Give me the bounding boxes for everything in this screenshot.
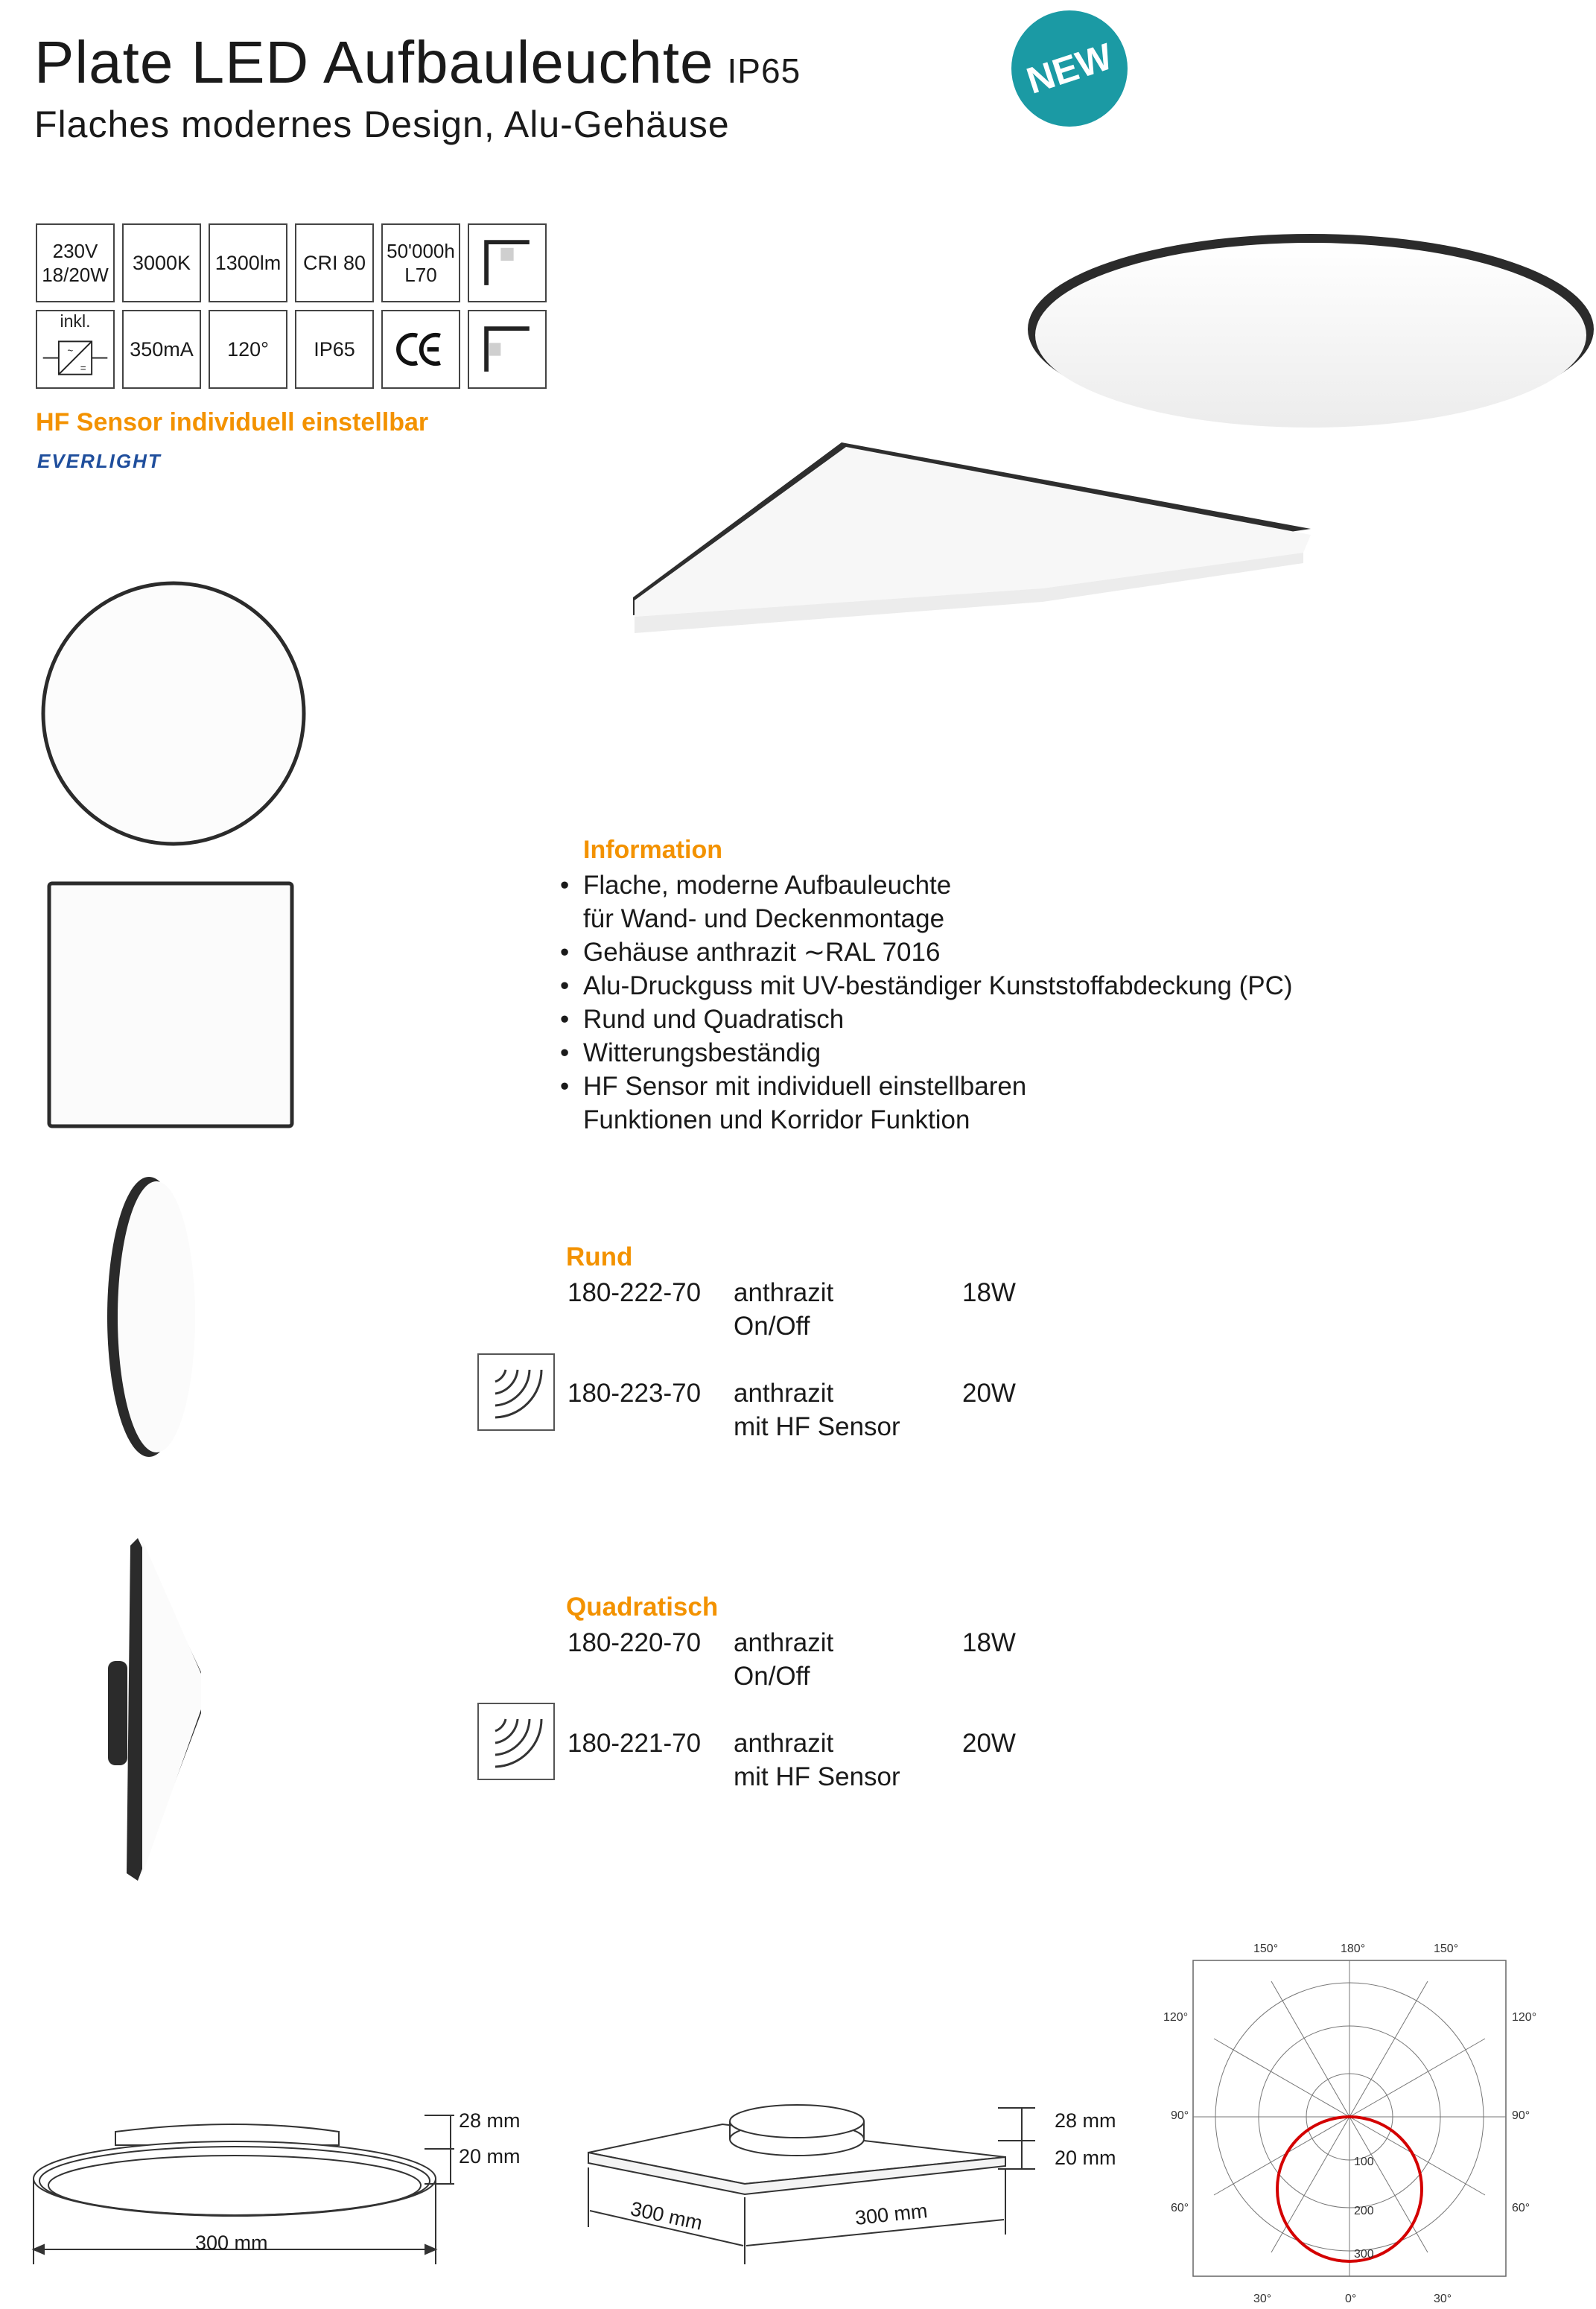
driver-included-label: inkl. xyxy=(60,311,91,331)
motion-sensor-icon xyxy=(477,1703,555,1780)
square-side-view-image xyxy=(93,1531,212,1888)
polar-label: 180° xyxy=(1341,1943,1366,1955)
article-variant: On/Off xyxy=(734,1662,810,1691)
spec-color-temperature: 3000K xyxy=(122,223,201,302)
polar-label: 60° xyxy=(1171,2202,1189,2214)
spec-luminous-flux: 1300lm xyxy=(209,223,287,302)
page-subtitle: Flaches modernes Design, Alu-Gehäuse xyxy=(34,104,730,145)
article-variant: mit HF Sensor xyxy=(734,1412,900,1441)
info-item: • Flache, moderne Aufbauleuchte xyxy=(560,868,1293,902)
square-dimension-drawing xyxy=(581,2086,1043,2279)
polar-label: 150° xyxy=(1253,1943,1279,1955)
article-variant: On/Off xyxy=(734,1312,810,1341)
page-title xyxy=(34,28,801,97)
round-front-view-image xyxy=(41,581,313,853)
wall-mount-icon xyxy=(468,310,547,389)
polar-label: 90° xyxy=(1171,2109,1189,2122)
info-item: • Rund und Quadratisch xyxy=(560,1003,1293,1036)
info-item: • Alu-Druckguss mit UV-beständiger Kunststoffabdeckung (PC) xyxy=(560,969,1293,1003)
article-code: 180-221-70 xyxy=(567,1729,702,1758)
article-color: anthrazit xyxy=(734,1278,834,1307)
article-power: 20W xyxy=(962,1729,1016,1758)
info-item: • Gehäuse anthrazit ∼RAL 7016 xyxy=(560,936,1293,969)
round-height-body: 20 mm xyxy=(459,2145,521,2167)
article-power: 18W xyxy=(962,1278,1016,1307)
new-badge-label: NEW xyxy=(1021,35,1118,102)
spec-cri: CRI 80 xyxy=(295,223,374,302)
article-power: 20W xyxy=(962,1379,1016,1408)
ce-mark-icon xyxy=(381,310,460,389)
article-color: anthrazit xyxy=(734,1379,834,1408)
square-height-body: 20 mm xyxy=(1055,2147,1116,2169)
polar-label: 120° xyxy=(1163,2011,1189,2024)
polar-label: 120° xyxy=(1512,2011,1537,2024)
polar-label: 60° xyxy=(1512,2202,1530,2214)
ceiling-mount-icon xyxy=(468,223,547,302)
info-item: Funktionen und Korridor Funktion xyxy=(583,1105,970,1134)
new-badge xyxy=(1011,10,1128,127)
polar-label: 150° xyxy=(1434,1943,1459,1955)
square-width: 300 mm xyxy=(853,2199,929,2230)
polar-ring-label: 100 xyxy=(1354,2156,1374,2168)
round-width: 300 mm xyxy=(195,2232,268,2254)
motion-sensor-icon xyxy=(477,1353,555,1431)
spec-voltage-power: 230V 18/20W xyxy=(36,223,115,302)
polar-label: 90° xyxy=(1512,2109,1530,2122)
information-list xyxy=(560,868,1293,1137)
svg-text:~: ~ xyxy=(67,345,74,357)
rund-heading: Rund xyxy=(566,1242,633,1271)
polar-label: 0° xyxy=(1345,2293,1357,2305)
svg-text:=: = xyxy=(80,362,86,374)
light-distribution-diagram xyxy=(1192,1959,1519,2287)
quadratisch-heading: Quadratisch xyxy=(566,1592,719,1622)
spec-beam-angle: 120° xyxy=(209,310,287,389)
article-code: 180-222-70 xyxy=(567,1278,702,1307)
article-color: anthrazit xyxy=(734,1729,834,1758)
square-luminaire-image xyxy=(626,432,1333,648)
spec-lifetime: 50'000h L70 xyxy=(381,223,460,302)
article-color: anthrazit xyxy=(734,1628,834,1657)
info-item: • Witterungsbeständig xyxy=(560,1036,1293,1070)
polar-ring-label: 300 xyxy=(1354,2248,1374,2261)
round-side-view-image xyxy=(82,1169,201,1467)
info-item: • HF Sensor mit individuell einstellbaren xyxy=(560,1070,1293,1103)
info-item: für Wand- und Deckenmontage xyxy=(583,904,945,933)
spec-ip-rating: IP65 xyxy=(295,310,374,389)
square-depth: 300 mm xyxy=(629,2197,705,2235)
polar-label: 30° xyxy=(1434,2293,1452,2305)
sensor-note: HF Sensor individuell einstellbar xyxy=(36,408,429,436)
title-text: Plate LED Aufbauleuchte xyxy=(34,29,714,95)
polar-label: 30° xyxy=(1253,2293,1272,2305)
article-code: 180-220-70 xyxy=(567,1628,702,1657)
title-ip-rating: IP65 xyxy=(727,51,801,90)
article-code: 180-223-70 xyxy=(567,1379,702,1408)
driver-included-icon xyxy=(36,310,115,389)
article-variant: mit HF Sensor xyxy=(734,1762,900,1791)
spec-current: 350mA xyxy=(122,310,201,389)
everlight-logo: EVERLIGHT xyxy=(37,450,162,472)
article-power: 18W xyxy=(962,1628,1016,1657)
information-heading: Information xyxy=(583,836,722,864)
square-front-view-image xyxy=(45,879,298,1132)
round-luminaire-image xyxy=(998,223,1594,447)
round-height-total: 28 mm xyxy=(459,2109,521,2132)
square-height-total: 28 mm xyxy=(1055,2109,1116,2132)
polar-ring-label: 200 xyxy=(1354,2205,1374,2217)
